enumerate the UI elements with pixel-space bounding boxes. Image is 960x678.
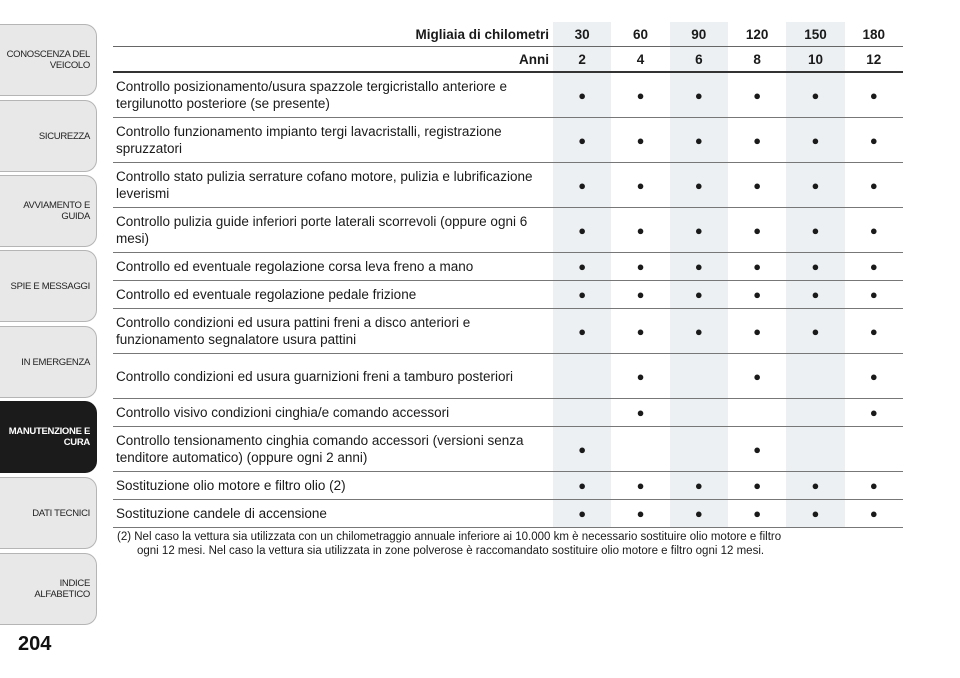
section-tab-label: AVVIAMENTO E GUIDA (23, 200, 90, 222)
table-row (113, 118, 903, 163)
scheduled-bullet: ● (753, 87, 762, 103)
operation-text: Controllo pulizia guide inferiori porte laterali scorrevoli (oppure ogni 6 mesi) (116, 214, 528, 246)
scheduled-bullet: ● (753, 259, 762, 274)
scheduled-bullet: ● (636, 222, 645, 238)
scheduled-bullet: ● (553, 253, 611, 280)
scheduled-bullet: ● (636, 87, 645, 103)
section-tab[interactable] (0, 326, 97, 398)
section-tab-label: CONOSCENZA DEL VEICOLO (6, 49, 90, 71)
table-row (113, 472, 903, 500)
scheduled-bullet: ● (553, 472, 611, 499)
section-tab[interactable] (0, 175, 97, 247)
header-years-cell: 12 (866, 51, 882, 67)
scheduled-bullet: ● (553, 309, 611, 353)
table-row (113, 399, 903, 427)
scheduled-bullet: ● (553, 500, 611, 527)
scheduled-bullet: ● (636, 177, 645, 193)
section-tab-label: INDICE ALFABETICO (34, 578, 90, 600)
operation-text: Sostituzione olio motore e filtro olio (2) (116, 478, 346, 493)
table-row (113, 354, 903, 399)
table-row (113, 253, 903, 281)
empty-cell (786, 427, 844, 471)
operation-text: Controllo condizioni ed usura pattini freni a disco anteriori e funzionamento segnalatore usura pattini (116, 315, 471, 347)
section-tab-label: SICUREZZA (38, 130, 90, 142)
scheduled-bullet: ● (753, 506, 762, 521)
operation-text: Controllo ed eventuale regolazione pedale frizione (116, 287, 417, 302)
section-tab-label: MANUTENZIONE E CURA (8, 426, 90, 448)
scheduled-bullet: ● (553, 118, 611, 162)
section-tab[interactable] (0, 250, 97, 322)
operation-text: Controllo visivo condizioni cinghia/e comando accessori (116, 405, 450, 420)
table-row (113, 427, 903, 472)
scheduled-bullet: ● (786, 472, 844, 499)
scheduled-bullet: ● (753, 441, 762, 457)
table-row (113, 73, 903, 118)
scheduled-bullet: ● (670, 472, 728, 499)
empty-cell (670, 354, 728, 398)
table-row (113, 281, 903, 309)
scheduled-bullet: ● (869, 222, 878, 238)
scheduled-bullet: ● (670, 253, 728, 280)
section-sidebar (0, 0, 100, 678)
section-tab-label: DATI TECNICI (32, 507, 90, 519)
table-row (113, 309, 903, 354)
scheduled-bullet: ● (636, 287, 645, 302)
scheduled-bullet: ● (786, 281, 844, 308)
footnote-line-1: (2) Nel caso la vettura sia utilizzata con un chilometraggio annuale inferiore ai 10.000 km è necessario sostituire olio motore e filtro (117, 531, 782, 543)
empty-cell (786, 399, 844, 426)
footnote (117, 530, 907, 558)
scheduled-bullet: ● (753, 177, 762, 193)
scheduled-bullet: ● (869, 132, 878, 148)
operation-text: Controllo funzionamento impianto tergi lavacristalli, registrazione spruzzatori (116, 124, 502, 156)
section-tab[interactable] (0, 401, 97, 473)
operation-text: Controllo ed eventuale regolazione corsa leva freno a mano (116, 259, 474, 274)
header-km-cell: 120 (745, 26, 769, 42)
scheduled-bullet: ● (869, 87, 878, 103)
scheduled-bullet: ● (786, 208, 844, 252)
empty-cell (553, 399, 611, 426)
scheduled-bullet: ● (869, 259, 878, 274)
scheduled-bullet: ● (753, 368, 762, 384)
empty-cell (670, 427, 728, 471)
scheduled-bullet: ● (636, 405, 645, 420)
page-number: 204 (18, 633, 52, 655)
maintenance-table (113, 22, 903, 528)
scheduled-bullet: ● (553, 163, 611, 207)
section-tab[interactable] (0, 24, 97, 96)
empty-cell (845, 427, 903, 471)
section-tab[interactable] (0, 477, 97, 549)
scheduled-bullet: ● (636, 368, 645, 384)
table-row (113, 208, 903, 253)
scheduled-bullet: ● (553, 73, 611, 117)
scheduled-bullet: ● (869, 368, 878, 384)
scheduled-bullet: ● (670, 163, 728, 207)
operation-text: Controllo condizioni ed usura guarnizioni freni a tamburo posteriori (116, 368, 513, 384)
scheduled-bullet: ● (636, 259, 645, 274)
scheduled-bullet: ● (670, 281, 728, 308)
header-km-cell: 150 (786, 22, 844, 46)
empty-cell (611, 427, 669, 471)
operation-text: Controllo stato pulizia serrature cofano motore, pulizia e lubrificazione leverismi (116, 169, 533, 201)
scheduled-bullet: ● (753, 287, 762, 302)
section-tab[interactable] (0, 553, 97, 625)
scheduled-bullet: ● (869, 405, 878, 420)
scheduled-bullet: ● (670, 309, 728, 353)
scheduled-bullet: ● (869, 478, 878, 493)
scheduled-bullet: ● (670, 500, 728, 527)
scheduled-bullet: ● (670, 73, 728, 117)
scheduled-bullet: ● (869, 506, 878, 521)
scheduled-bullet: ● (553, 427, 611, 471)
scheduled-bullet: ● (786, 309, 844, 353)
scheduled-bullet: ● (636, 506, 645, 521)
header-years-cell: 4 (636, 51, 645, 67)
section-tab[interactable] (0, 100, 97, 172)
table-row (113, 500, 903, 528)
header-years-cell: 10 (786, 47, 844, 71)
section-tab-label: IN EMERGENZA (21, 356, 90, 368)
operation-text: Controllo posizionamento/usura spazzole tergicristallo anteriore e tergilunotto posteriore (se presente) (116, 79, 507, 111)
table-body (113, 73, 903, 528)
empty-cell (728, 399, 786, 426)
scheduled-bullet: ● (636, 478, 645, 493)
scheduled-bullet: ● (753, 478, 762, 493)
header-row-km (113, 22, 903, 47)
header-km-cell: 90 (670, 22, 728, 46)
scheduled-bullet: ● (753, 323, 762, 339)
scheduled-bullet: ● (636, 132, 645, 148)
header-years-cell: 2 (553, 47, 611, 71)
scheduled-bullet: ● (553, 208, 611, 252)
scheduled-bullet: ● (753, 222, 762, 238)
empty-cell (786, 354, 844, 398)
scheduled-bullet: ● (670, 208, 728, 252)
header-km-cell: 60 (632, 26, 648, 42)
operation-text: Controllo tensionamento cinghia comando accessori (versioni senza tenditore automatico) (oppure ogni 2 anni) (116, 433, 524, 465)
header-row-years (113, 47, 903, 73)
scheduled-bullet: ● (786, 253, 844, 280)
operation-text: Sostituzione candele di accensione (116, 506, 327, 521)
scheduled-bullet: ● (869, 177, 878, 193)
scheduled-bullet: ● (786, 500, 844, 527)
scheduled-bullet: ● (786, 163, 844, 207)
header-km-cell: 30 (553, 22, 611, 46)
table-row (113, 163, 903, 208)
scheduled-bullet: ● (786, 73, 844, 117)
footnote-line-2: ogni 12 mesi. Nel caso la vettura sia utilizzata in zone polverose è raccomandato sostituire olio motore e filtro ogni 12 mesi. (137, 545, 765, 557)
header-years-cell: 8 (753, 51, 761, 67)
scheduled-bullet: ● (786, 118, 844, 162)
scheduled-bullet: ● (869, 323, 878, 339)
empty-cell (553, 354, 611, 398)
scheduled-bullet: ● (553, 281, 611, 308)
section-tab-label: SPIE E MESSAGGI (10, 280, 90, 292)
header-km-cell: 180 (862, 26, 886, 42)
scheduled-bullet: ● (753, 132, 762, 148)
scheduled-bullet: ● (636, 323, 645, 339)
header-km-label: Migliaia di chilometri (415, 26, 549, 42)
header-years-label: Anni (519, 51, 549, 67)
header-years-cell: 6 (670, 47, 728, 71)
scheduled-bullet: ● (869, 287, 878, 302)
scheduled-bullet: ● (670, 118, 728, 162)
empty-cell (670, 399, 728, 426)
